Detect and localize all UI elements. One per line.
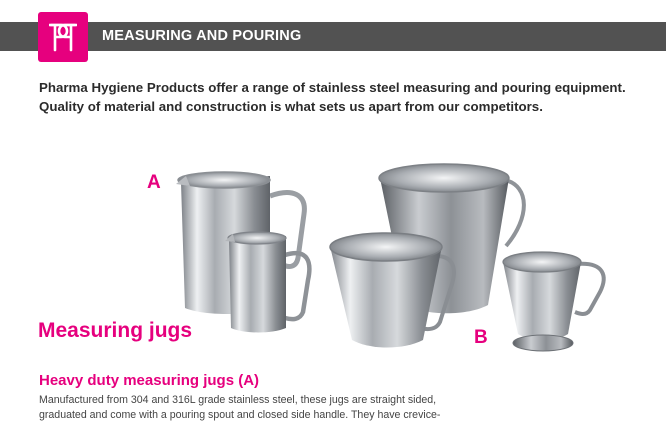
photo-label-a: A [147,172,161,193]
pp-monogram-icon [38,12,88,62]
jug-b-small [503,252,604,351]
intro-line-2: Quality of material and construction is what sets us apart from our competitors. [39,99,543,114]
intro-line-1: Pharma Hygiene Products offer a range of stainless steel measuring and pouring equipment. [39,80,626,95]
page-title: MEASURING AND POURING [102,28,302,44]
body-line-1: Manufactured from 304 and 316L grade stainless steel, these jugs are straight sided, [39,394,437,406]
jug-a-small [225,232,309,333]
body-line-2: graduated and come with a pouring spout and closed side handle. They have crevice- [39,409,441,421]
brand-logo [38,12,88,62]
subsection-title: Heavy duty measuring jugs (A) [39,372,260,389]
body-paragraph [39,393,659,423]
photo-label-b: B [474,327,488,348]
section-title: Measuring jugs [38,319,193,342]
